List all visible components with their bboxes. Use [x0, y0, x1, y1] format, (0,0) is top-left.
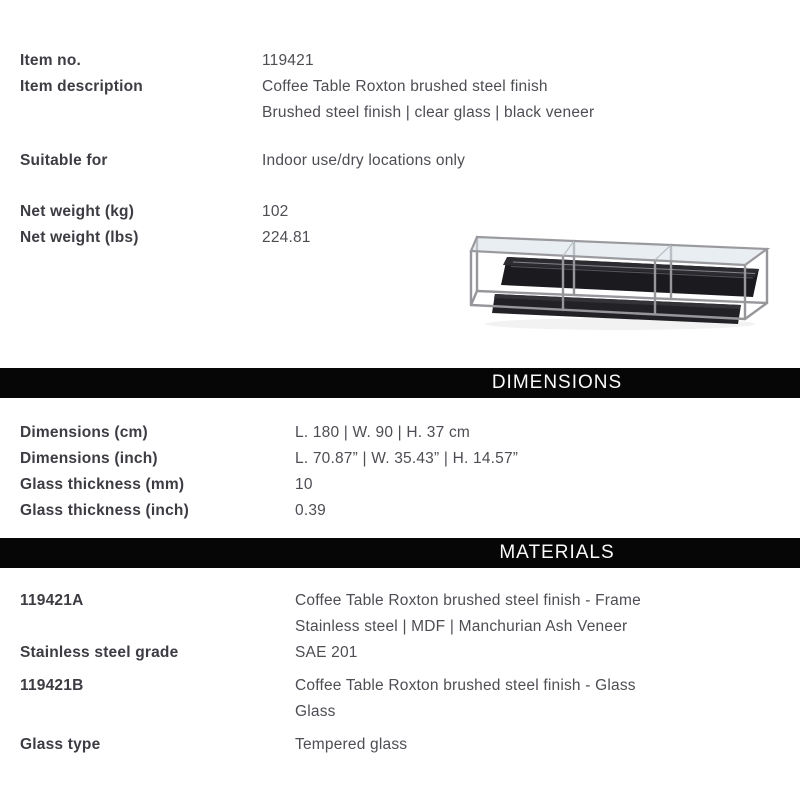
net-weight-kg-label: Net weight (kg): [20, 203, 135, 220]
glass-thickness-inch-value: 0.39: [295, 502, 326, 519]
frame-materials-value: Stainless steel | MDF | Manchurian Ash Veneer: [295, 618, 628, 635]
item-no-label: Item no.: [20, 52, 82, 69]
dimensions-cm-value: L. 180 | W. 90 | H. 37 cm: [295, 424, 471, 441]
net-weight-kg-value: 102: [262, 203, 289, 220]
dimensions-cm-label: Dimensions (cm): [20, 424, 148, 441]
row-glass-material: [20, 699, 780, 725]
suitable-for-label: Suitable for: [20, 152, 108, 169]
row-frame-materials: [20, 614, 780, 640]
glass-thickness-inch-label: Glass thickness (inch): [20, 502, 189, 519]
frame-item-value: Coffee Table Roxton brushed steel finish - Frame: [295, 592, 641, 609]
materials-title: MATERIALS: [499, 542, 615, 563]
glass-type-value: Tempered glass: [295, 736, 408, 753]
item-description-value: Coffee Table Roxton brushed steel finish: [262, 78, 548, 95]
glass-material-value: Glass: [295, 703, 336, 720]
glass-item-no-label: 119421B: [20, 677, 84, 694]
row-item-description: [20, 74, 780, 100]
net-weight-lbs-label: Net weight (lbs): [20, 229, 139, 246]
dimensions-inch-label: Dimensions (inch): [20, 450, 158, 467]
item-description-label: Item description: [20, 78, 143, 95]
row-dimensions-inch: [20, 446, 780, 472]
dimensions-banner: [0, 368, 800, 398]
row-frame-component: [20, 588, 780, 614]
stainless-steel-grade-value: SAE 201: [295, 644, 358, 661]
product-photo: [455, 200, 795, 335]
row-glass-thickness-inch: [20, 498, 780, 524]
item-no-value: 119421: [262, 52, 314, 69]
row-item-no: [20, 48, 780, 74]
dimensions-section: [20, 420, 780, 524]
glass-type-label: Glass type: [20, 736, 101, 753]
materials-section: [20, 588, 780, 758]
item-finish-value: Brushed steel finish | clear glass | black veneer: [262, 104, 595, 121]
row-dimensions-cm: [20, 420, 780, 446]
dimensions-inch-value: L. 70.87” | W. 35.43” | H. 14.57”: [295, 450, 519, 467]
stainless-steel-grade-label: Stainless steel grade: [20, 644, 179, 661]
frame-item-no-label: 119421A: [20, 592, 84, 609]
dimensions-title: DIMENSIONS: [491, 372, 623, 393]
net-weight-lbs-value: 224.81: [262, 229, 311, 246]
row-suitable-for: [20, 148, 780, 174]
row-stainless-steel-grade: [20, 640, 780, 666]
materials-banner: [0, 538, 800, 568]
glass-item-value: Coffee Table Roxton brushed steel finish - Glass: [295, 677, 636, 694]
empty-label: [20, 614, 295, 640]
row-item-description-cont: [20, 100, 780, 126]
row-glass-type: [20, 732, 780, 758]
glass-thickness-mm-value: 10: [295, 476, 313, 493]
empty-label: [20, 100, 262, 126]
suitable-for-value: Indoor use/dry locations only: [262, 152, 466, 169]
row-glass-component: [20, 673, 780, 699]
row-glass-thickness-mm: [20, 472, 780, 498]
glass-thickness-mm-label: Glass thickness (mm): [20, 476, 185, 493]
empty-label: [20, 699, 295, 725]
